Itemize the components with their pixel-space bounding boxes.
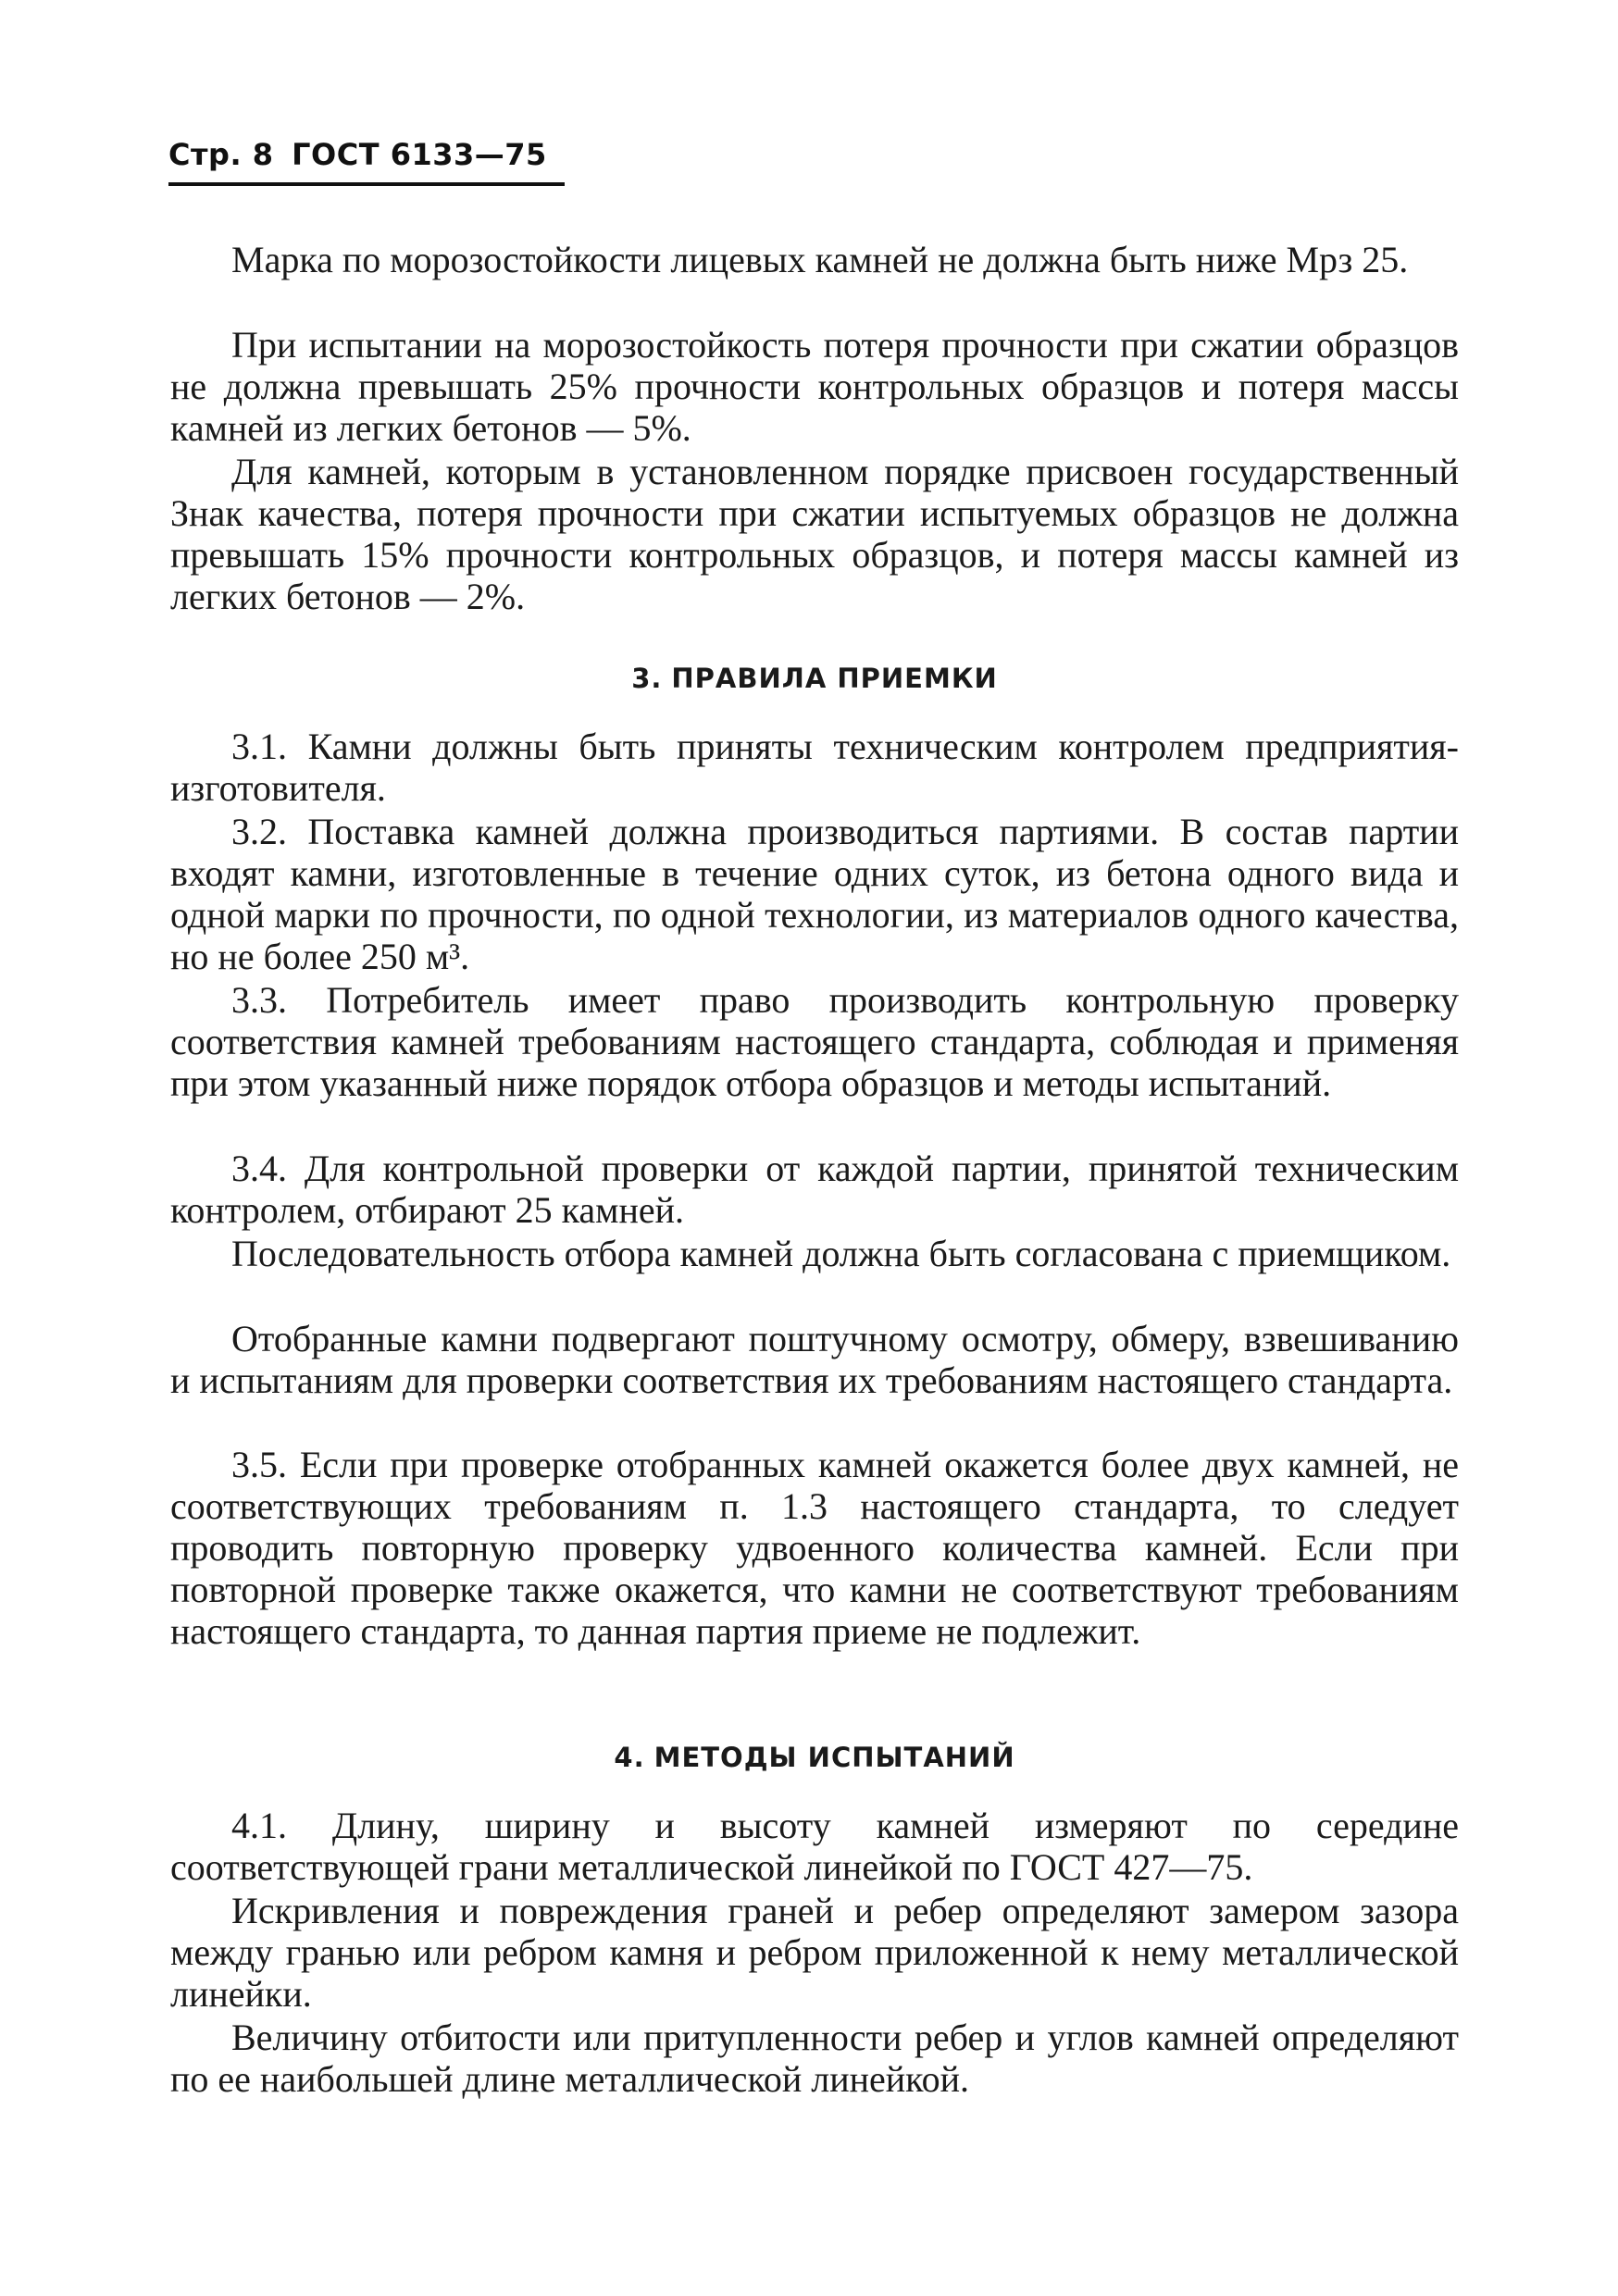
header-rule bbox=[168, 182, 565, 186]
paragraph-4-1-chipping: Величину отбитости или притупленности ребер и углов камней определяют по ее наибольшей длине металлической линейкой. bbox=[170, 2017, 1459, 2100]
paragraph-3-4: 3.4. Для контрольной проверки от каждой партии, принятой техническим контролем, отбирают 25 камней. bbox=[170, 1148, 1459, 1231]
paragraph-3-3: 3.3. Потребитель имеет право производить контрольную проверку соответствия камней требованиям настоящего стандарта, соблюдая и применяя при этом указанный ниже порядок отбора образцов и методы испытаний. bbox=[170, 979, 1459, 1104]
section-3-heading bbox=[170, 663, 1459, 694]
paragraph-frost-grade: Марка по морозостойкости лицевых камней не должна быть ниже Мрз 25. bbox=[231, 239, 1409, 280]
running-header bbox=[168, 137, 547, 172]
paragraph-3-4-inspection: Отобранные камни подвергают поштучному осмотру, обмеру, взвешиванию и испытаниям для проверки соответствия их требованиям настоящего стандарта. bbox=[170, 1318, 1459, 1401]
paragraph-quality-mark: Для камней, которым в установленном порядке присвоен государственный Знак качества, потеря прочности при сжатии испытуемых образцов не должна превышать 15% прочности контрольных образцов, и потеря массы камней из легких бетонов — 2%. bbox=[170, 451, 1459, 617]
section-4-number: 4. bbox=[614, 1742, 645, 1773]
section-3-number: 3. bbox=[631, 663, 663, 694]
paragraph-3-5: 3.5. Если при проверке отобранных камней окажется более двух камней, не соответствующих требованиям п. 1.3 настоящего стандарта, то следует проводить повторную проверку удвоенного количества камней. Если при повторной проверке также окажется, что камни не соответствуют требованиям настоящего стандарта, то данная партия приеме не подлежит. bbox=[170, 1444, 1459, 1652]
section-4-title: МЕТОДЫ ИСПЫТАНИЙ bbox=[653, 1742, 1015, 1773]
paragraph-4-1: 4.1. Длину, ширину и высоту камней измеряют по середине соответствующей грани металлической линейкой по ГОСТ 427—75. bbox=[170, 1805, 1459, 1888]
section-3-title: ПРАВИЛА ПРИЕМКИ bbox=[671, 663, 998, 694]
paragraph-3-1: 3.1. Камни должны быть приняты техническим контролем предприятия-изготовителя. bbox=[170, 726, 1459, 809]
page-label: Стр. 8 bbox=[168, 137, 274, 172]
paragraph-frost-test: При испытании на морозостойкость потеря прочности при сжатии образцов не должна превышать 25% прочности контрольных образцов и потеря массы камней из легких бетонов — 5%. bbox=[170, 324, 1459, 449]
section-4-heading bbox=[170, 1742, 1459, 1773]
paragraph-3-2: 3.2. Поставка камней должна производиться партиями. В состав партии входят камни, изготовленные в течение одних суток, из бетона одного вида и одной марки по прочности, по одной технологии, из материалов одного качества, но не более 250 м³. bbox=[170, 811, 1459, 977]
paragraph-4-1-curvature: Искривления и повреждения граней и ребер определяют замером зазора между гранью или ребром камня и ребром приложенной к нему металлической линейки. bbox=[170, 1890, 1459, 2015]
paragraph-3-4-sequence: Последовательность отбора камней должна быть согласована с приемщиком. bbox=[231, 1233, 1451, 1274]
standard-designation: ГОСТ 6133—75 bbox=[292, 137, 547, 172]
